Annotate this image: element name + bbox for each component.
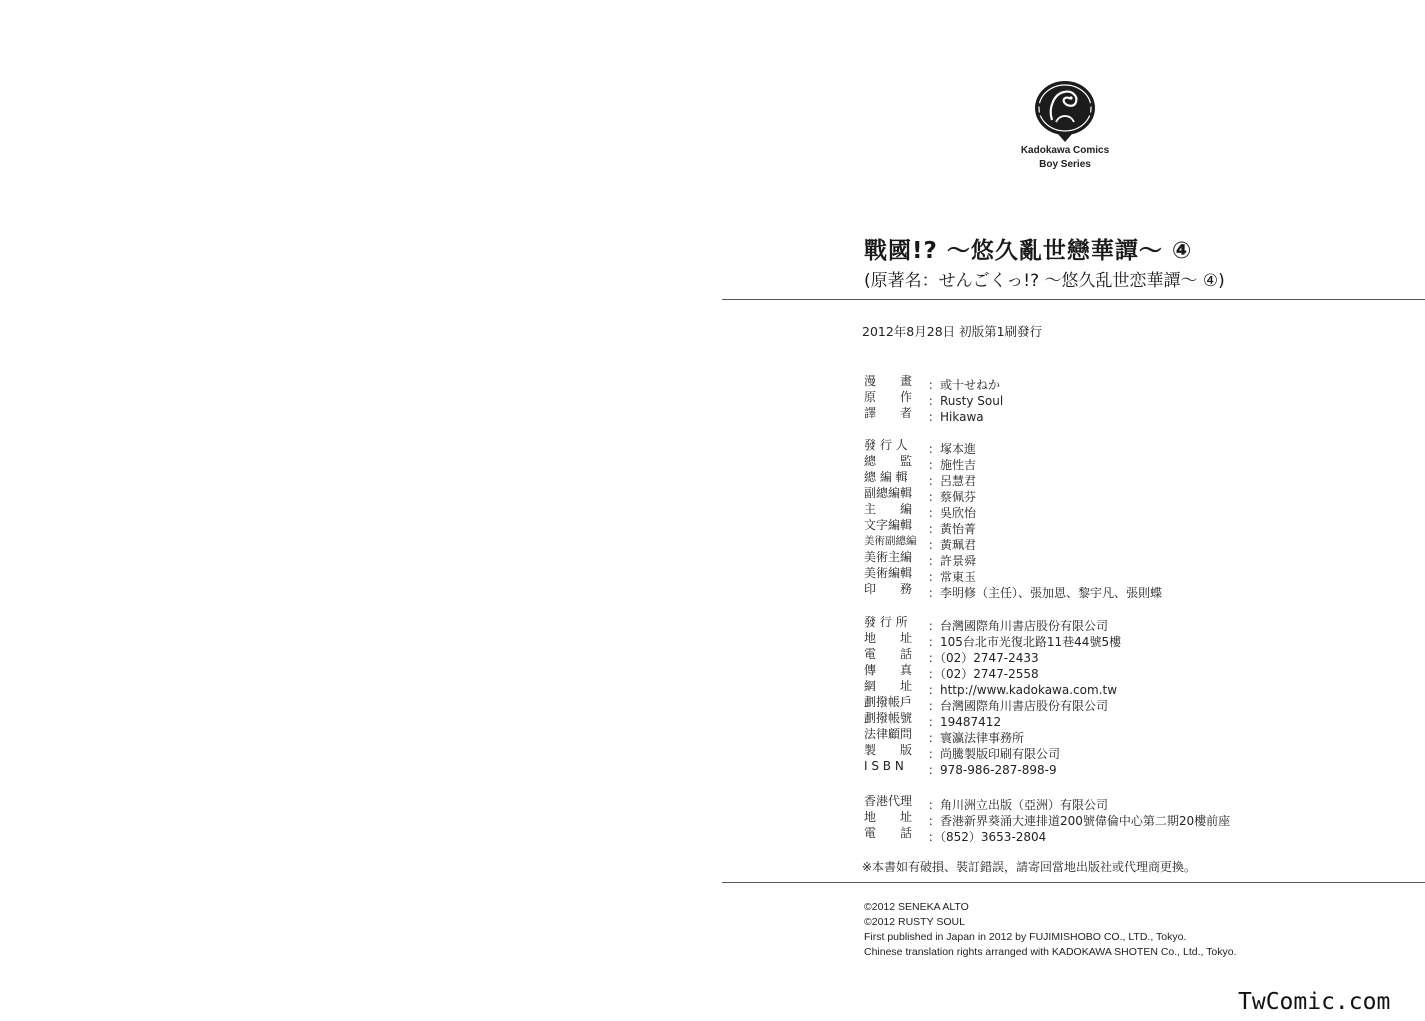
credit-row [864, 614, 1121, 633]
credit-row [864, 405, 1003, 424]
credit-row [864, 742, 1121, 761]
copyright-line: Chinese translation rights arranged with KADOKAWA SHOTEN Co., Ltd., Tokyo. [864, 946, 1237, 958]
credit-value: ：台灣國際角川書店股份有限公司 [928, 619, 1109, 633]
credit-value: ：Hikawa [928, 410, 984, 424]
credit-label: 發 行 人 [864, 438, 908, 452]
credit-row [864, 793, 1230, 812]
credit-row [864, 389, 1004, 408]
credit-label: 劃撥帳號 [864, 711, 913, 725]
credit-row [864, 549, 1162, 568]
isbn-value: ：978-986-287-898-9 [928, 763, 1057, 777]
credit-row [864, 726, 1121, 745]
credits-hk-agent [864, 793, 1231, 844]
credit-value: ：Rusty Soul [928, 394, 1004, 408]
book-title: 戰國!? ～悠久亂世戀華譚～ ④ [864, 238, 1193, 264]
credits-authors [864, 373, 1004, 424]
credit-value: ：常東玉 [928, 570, 977, 584]
copyright-block [864, 900, 1237, 960]
credit-value: ：呂慧君 [928, 474, 977, 488]
bottom-divider [722, 882, 1425, 883]
credit-value: ：19487412 [928, 715, 1002, 729]
edition-date: 2012年8月28日 初版第1刷發行 [862, 324, 1043, 339]
credit-row [864, 453, 1162, 472]
credit-label: 電 話 [864, 826, 913, 840]
credit-value: ：寰瀛法律事務所 [928, 731, 1025, 745]
credit-label: 電 話 [864, 647, 913, 661]
damage-notice: ※本書如有破損、裝訂錯誤，請寄回當地出版社或代理商更換。 [862, 860, 1197, 874]
copyright-line: ©2012 RUSTY SOUL [864, 916, 965, 928]
credit-row [864, 581, 1163, 600]
credit-label: 地 址 [864, 631, 913, 645]
credit-label: 網 址 [864, 679, 913, 693]
credit-label: 劃撥帳戶 [864, 695, 913, 709]
credit-label: 譯 者 [864, 406, 913, 420]
credit-label: 地 址 [864, 810, 913, 824]
credit-value: ：許景舜 [928, 554, 977, 568]
website-link: ：http://www.kadokawa.com.tw [928, 683, 1118, 697]
credit-row [864, 809, 1231, 828]
credit-row [864, 501, 1162, 520]
credit-row [864, 758, 1121, 777]
credit-label: 漫 畫 [864, 374, 913, 388]
credit-label: 總 監 [864, 454, 913, 468]
credit-value: ：尚騰製版印刷有限公司 [928, 747, 1061, 761]
credit-row [864, 469, 1162, 488]
top-divider [722, 299, 1425, 300]
credit-value: ：角川洲立出版（亞洲）有限公司 [928, 798, 1109, 812]
credit-label: 美術編輯 [864, 566, 913, 580]
credit-label: 香港代理 [864, 794, 913, 808]
credit-value: ：或十せねか [928, 378, 1001, 392]
site-watermark: TwComic.com [1238, 989, 1391, 1015]
credit-value: ：吳欣怡 [928, 506, 977, 520]
credit-row [864, 662, 1121, 681]
credit-label: 主 編 [864, 502, 913, 516]
credit-label: 美術副總編 [864, 535, 917, 547]
credit-label: I S B N [864, 759, 904, 773]
credit-value: ：黃珮君 [928, 538, 977, 552]
phoenix-emblem-icon [1030, 78, 1100, 144]
credit-value: ：（02）2747-2558 [928, 667, 1039, 681]
credit-value: ：塚本進 [928, 442, 977, 456]
credit-row [864, 533, 1162, 552]
original-title: (原著名：せんごくっ!? ～悠久乱世恋華譚～ ④) [864, 271, 1225, 291]
credit-row [864, 485, 1162, 504]
credit-row [864, 373, 1003, 392]
credit-row [864, 694, 1121, 713]
credit-label: 總 編 輯 [864, 470, 908, 484]
credit-row [864, 437, 1162, 456]
credit-value: ：黃怡菁 [928, 522, 977, 536]
left-blank-page [0, 0, 712, 1021]
publisher-logo [1010, 78, 1120, 172]
credit-row [864, 678, 1121, 697]
credit-label: 製 版 [864, 743, 913, 757]
credit-value: ：香港新界葵涌大連排道200號偉倫中心第二期20樓前座 [928, 814, 1231, 828]
credits-publisher [864, 614, 1122, 777]
credit-label: 文字編輯 [864, 518, 913, 532]
credit-row [864, 565, 1162, 584]
credit-label: 副總編輯 [864, 486, 913, 500]
credit-label: 美術主編 [864, 550, 913, 564]
credit-row [864, 517, 1162, 536]
credit-label: 印 務 [864, 582, 913, 596]
credit-value: ：蔡佩芬 [928, 490, 977, 504]
credit-value: ：台灣國際角川書店股份有限公司 [928, 699, 1109, 713]
credit-row [864, 630, 1122, 649]
copyright-line: First published in Japan in 2012 by FUJIMISHOBO CO., LTD., Tokyo. [864, 931, 1187, 943]
credit-label: 原 作 [864, 390, 913, 404]
credit-value: ：（02）2747-2433 [928, 651, 1039, 665]
copyright-line: ©2012 SENEKA ALTO [864, 901, 969, 913]
credit-label: 法律顧問 [864, 727, 913, 741]
credits-staff [864, 437, 1163, 600]
credit-value: ：105台北市光復北路11巷44號5樓 [928, 635, 1122, 649]
credit-label: 發 行 所 [864, 615, 908, 629]
credit-value: ：施性吉 [928, 458, 977, 472]
logo-line-1: Kadokawa Comics [1020, 145, 1110, 156]
credit-label: 傳 真 [864, 663, 913, 677]
logo-line-2: Boy Series [1039, 159, 1091, 170]
credit-value: ：李明修（主任）、張加恩、黎宇凡、張則蝶 [928, 586, 1163, 600]
credit-value: ：（852）3653-2804 [928, 830, 1047, 844]
